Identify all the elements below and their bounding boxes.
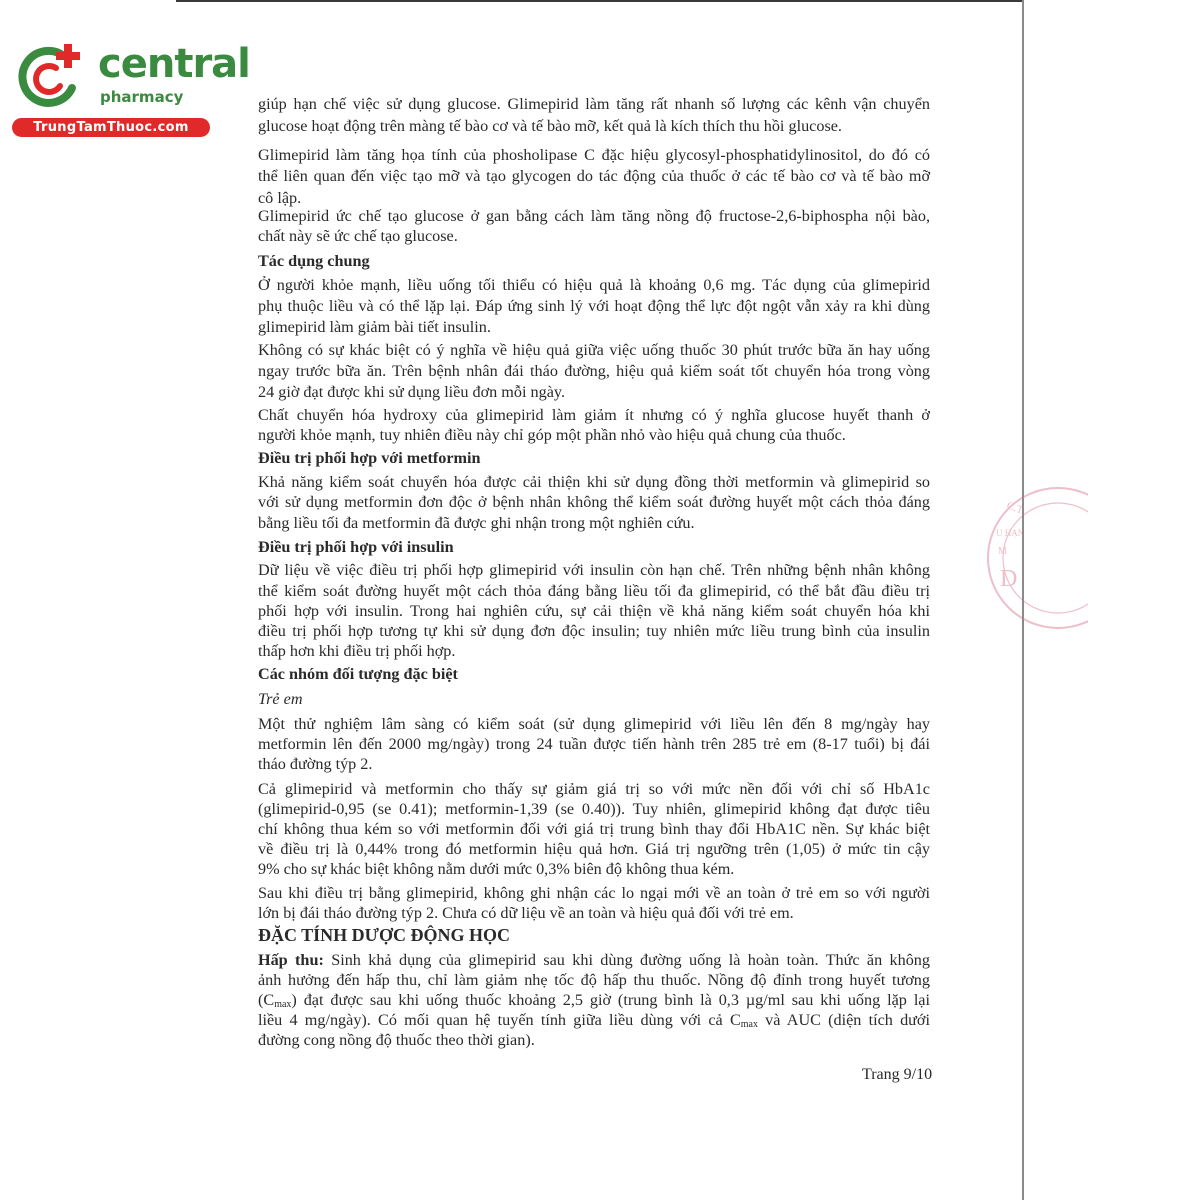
text-line: thể liên quan đến việc tạo mỡ và tạo glycogen do tác động của thuốc ở các tế bào cơ và tế bào mỡ xyxy=(258,167,930,185)
text-line: Glimepirid ức chế tạo glucose ở gan bằng cách làm tăng nồng độ fructose-2,6-biphospha nội bào, xyxy=(258,207,930,225)
text-line: phối hợp với insulin. Trong hai nghiên cứu, sự cải thiện về khả năng kiểm soát chuyển hóa khi xyxy=(258,602,930,620)
text-line: Hấp thu: Sinh khả dụng của glimepirid sau khi dùng đường uống là hoàn toàn. Thức ăn không xyxy=(258,951,930,969)
text-line: $(C_{max})$ đạt được sau khi uống thuốc khoảng 2,5 giờ (trung bình là 0,3 µg/ml sau khi uống lặp lại xyxy=(258,991,930,1010)
text-line: Chất chuyển hóa hydroxy của glimepirid làm giảm ít nhưng có ý nghĩa glucose huyết thanh ở xyxy=(258,406,930,424)
text-line: glimepirid làm giảm bài tiết insulin. xyxy=(258,318,491,336)
text-line: Không có sự khác biệt có ý nghĩa về hiệu quả giữa việc uống thuốc 30 phút trước bữa ăn hay uống xyxy=(258,341,930,359)
text-line: Ở người khỏe mạnh, liều uống tối thiểu có hiệu quả là khoảng 0,6 mg. Tác dụng của glimepirid xyxy=(258,276,930,294)
text-line: ngay trước bữa ăn. Trên bệnh nhân đái tháo đường, hiệu quả kiểm soát tốt chuyển hóa trong vòng xyxy=(258,362,930,380)
text-line: Cả glimepirid và metformin cho thấy sự giảm giá trị so với mức nền đối với chỉ số HbA1c xyxy=(258,780,930,798)
hap-thu-label: Hấp thu: xyxy=(258,951,324,969)
text-line: Sau khi điều trị bằng glimepirid, không ghi nhận các lo ngại mới về an toàn ở trẻ em so với người xyxy=(258,884,930,902)
text-line: liều 4 mg/ngày). Có mối quan hệ tuyến tính giữa liều dùng với cả $C_{max}$ và AUC (diện tích dưới xyxy=(258,1011,930,1030)
text-line: về điều trị là 0,44% trong đó metformin hiệu quả hơn. Giá trị ngưỡng trên (1,05) ở mức tin cậy xyxy=(258,840,930,858)
pharmacy-cross-logo-icon xyxy=(14,42,84,112)
section-heading-major: ĐẶC TÍNH DƯỢC ĐỘNG HỌC xyxy=(258,925,511,945)
text-line: Dữ liệu về việc điều trị phối hợp glimepirid với insulin còn hạn chế. Trên những bệnh nhân không xyxy=(258,561,930,579)
text-line: bằng liều tối đa metformin đã được ghi nhận trong một nghiên cứu. xyxy=(258,514,695,532)
text-line: giúp hạn chế việc sử dụng glucose. Glimepirid làm tăng rất nhanh số lượng các kênh vận chuyển xyxy=(258,95,930,113)
company-seal-stamp-icon xyxy=(968,478,1088,638)
section-heading: Tác dụng chung xyxy=(258,252,370,270)
page-number: Trang 9/10 xyxy=(862,1066,933,1083)
text-line: phụ thuộc liều và có thể lặp lại. Đáp ứng sinh lý với hoạt động thể lực đột ngột vẫn xảy ra khi dùng xyxy=(258,297,930,315)
logo-site-banner: TrungTamThuoc.com xyxy=(12,118,210,137)
logo-brand-text: central xyxy=(98,41,250,87)
text-line: tháo đường týp 2. xyxy=(258,755,373,773)
svg-text:D: D xyxy=(1000,566,1018,592)
text-line: chí không thua kém so với metformin đối với giá trị trung bình thay đổi HbA1C nền. Sự khác biệt xyxy=(258,820,930,838)
text-line: lớn bị đái tháo đường týp 2. Chưa có dữ liệu về an toàn và hiệu quả đối với trẻ em. xyxy=(258,904,794,922)
svg-text:M: M xyxy=(998,546,1007,557)
text-line: 24 giờ đạt được khi sử dụng liều đơn mỗi ngày. xyxy=(258,383,565,401)
text-line: người khỏe mạnh, tuy nhiên điều này chỉ góp một phần nhỏ vào hiệu quả chung của thuốc. xyxy=(258,426,846,444)
text-line: 9% cho sự khác biệt không nằm dưới mức 0,3% biên độ không thua kém. xyxy=(258,860,735,878)
text-line: metformin lên đến 2000 mg/ngày) trong 24 tuần được tiến hành trên 285 trẻ em (8-17 tuổi) bị đái xyxy=(258,735,930,753)
central-pharmacy-logo xyxy=(10,38,250,138)
section-heading: Các nhóm đối tượng đặc biệt xyxy=(258,665,458,683)
subsection-heading: Trẻ em xyxy=(258,690,303,708)
text-line: Một thử nghiệm lâm sàng có kiểm soát (sử dụng glimepirid với liều lên đến 8 mg/ngày hay xyxy=(258,715,930,733)
text-line: đường cong nồng độ thuốc theo thời gian). xyxy=(258,1031,535,1049)
text-line: Khả năng kiểm soát chuyển hóa được cải thiện khi sử dụng đồng thời metformin và glimepirid so xyxy=(258,473,930,491)
logo-sub-text: pharmacy xyxy=(100,88,184,106)
text-line: glucose hoạt động trên màng tế bào cơ và tế bào mỡ, kết quả là kích thích thu hồi glucose. xyxy=(258,117,842,135)
page-top-border xyxy=(176,0,1024,2)
text-line: (glimepirid-0,95 (se 0.41); metformin-1,39 (se 0.40)). Tuy nhiên, glimepirid không đạt được tiêu xyxy=(258,800,930,818)
text-line: ảnh hưởng đến hấp thu, chỉ làm giảm nhẹ tốc độ hấp thu thuốc. Nồng độ đỉnh trong huyết tương xyxy=(258,971,930,989)
text-line: cô lập. xyxy=(258,189,302,207)
svg-text:U HẠN: U HẠN xyxy=(996,528,1025,538)
text-line: điều trị phối hợp tương tự khi sử dụng đơn độc insulin; tuy nhiên mức liều trung bình của insulin xyxy=(258,622,930,640)
section-heading: Điều trị phối hợp với insulin xyxy=(258,538,454,556)
text-line: với sử dụng metformin đơn độc ở bệnh nhân không thể kiểm soát đường huyết một cách thỏa đáng xyxy=(258,493,930,511)
section-heading: Điều trị phối hợp với metformin xyxy=(258,449,481,467)
text-line: thấp hơn khi điều trị phối hợp. xyxy=(258,642,456,660)
text-line: thể kiểm soát đường huyết một cách thỏa đáng bằng liều tối đa glimepirid, có thể bắt đầu điều trị xyxy=(258,582,930,600)
svg-text:C.T.: C.T. xyxy=(1004,499,1027,518)
text-line: chất này sẽ ức chế tạo glucose. xyxy=(258,227,458,245)
text-line: Glimepirid làm tăng họa tính của phosholipase C đặc hiệu glycosyl-phosphatidylinositol, do đó có xyxy=(258,146,930,164)
